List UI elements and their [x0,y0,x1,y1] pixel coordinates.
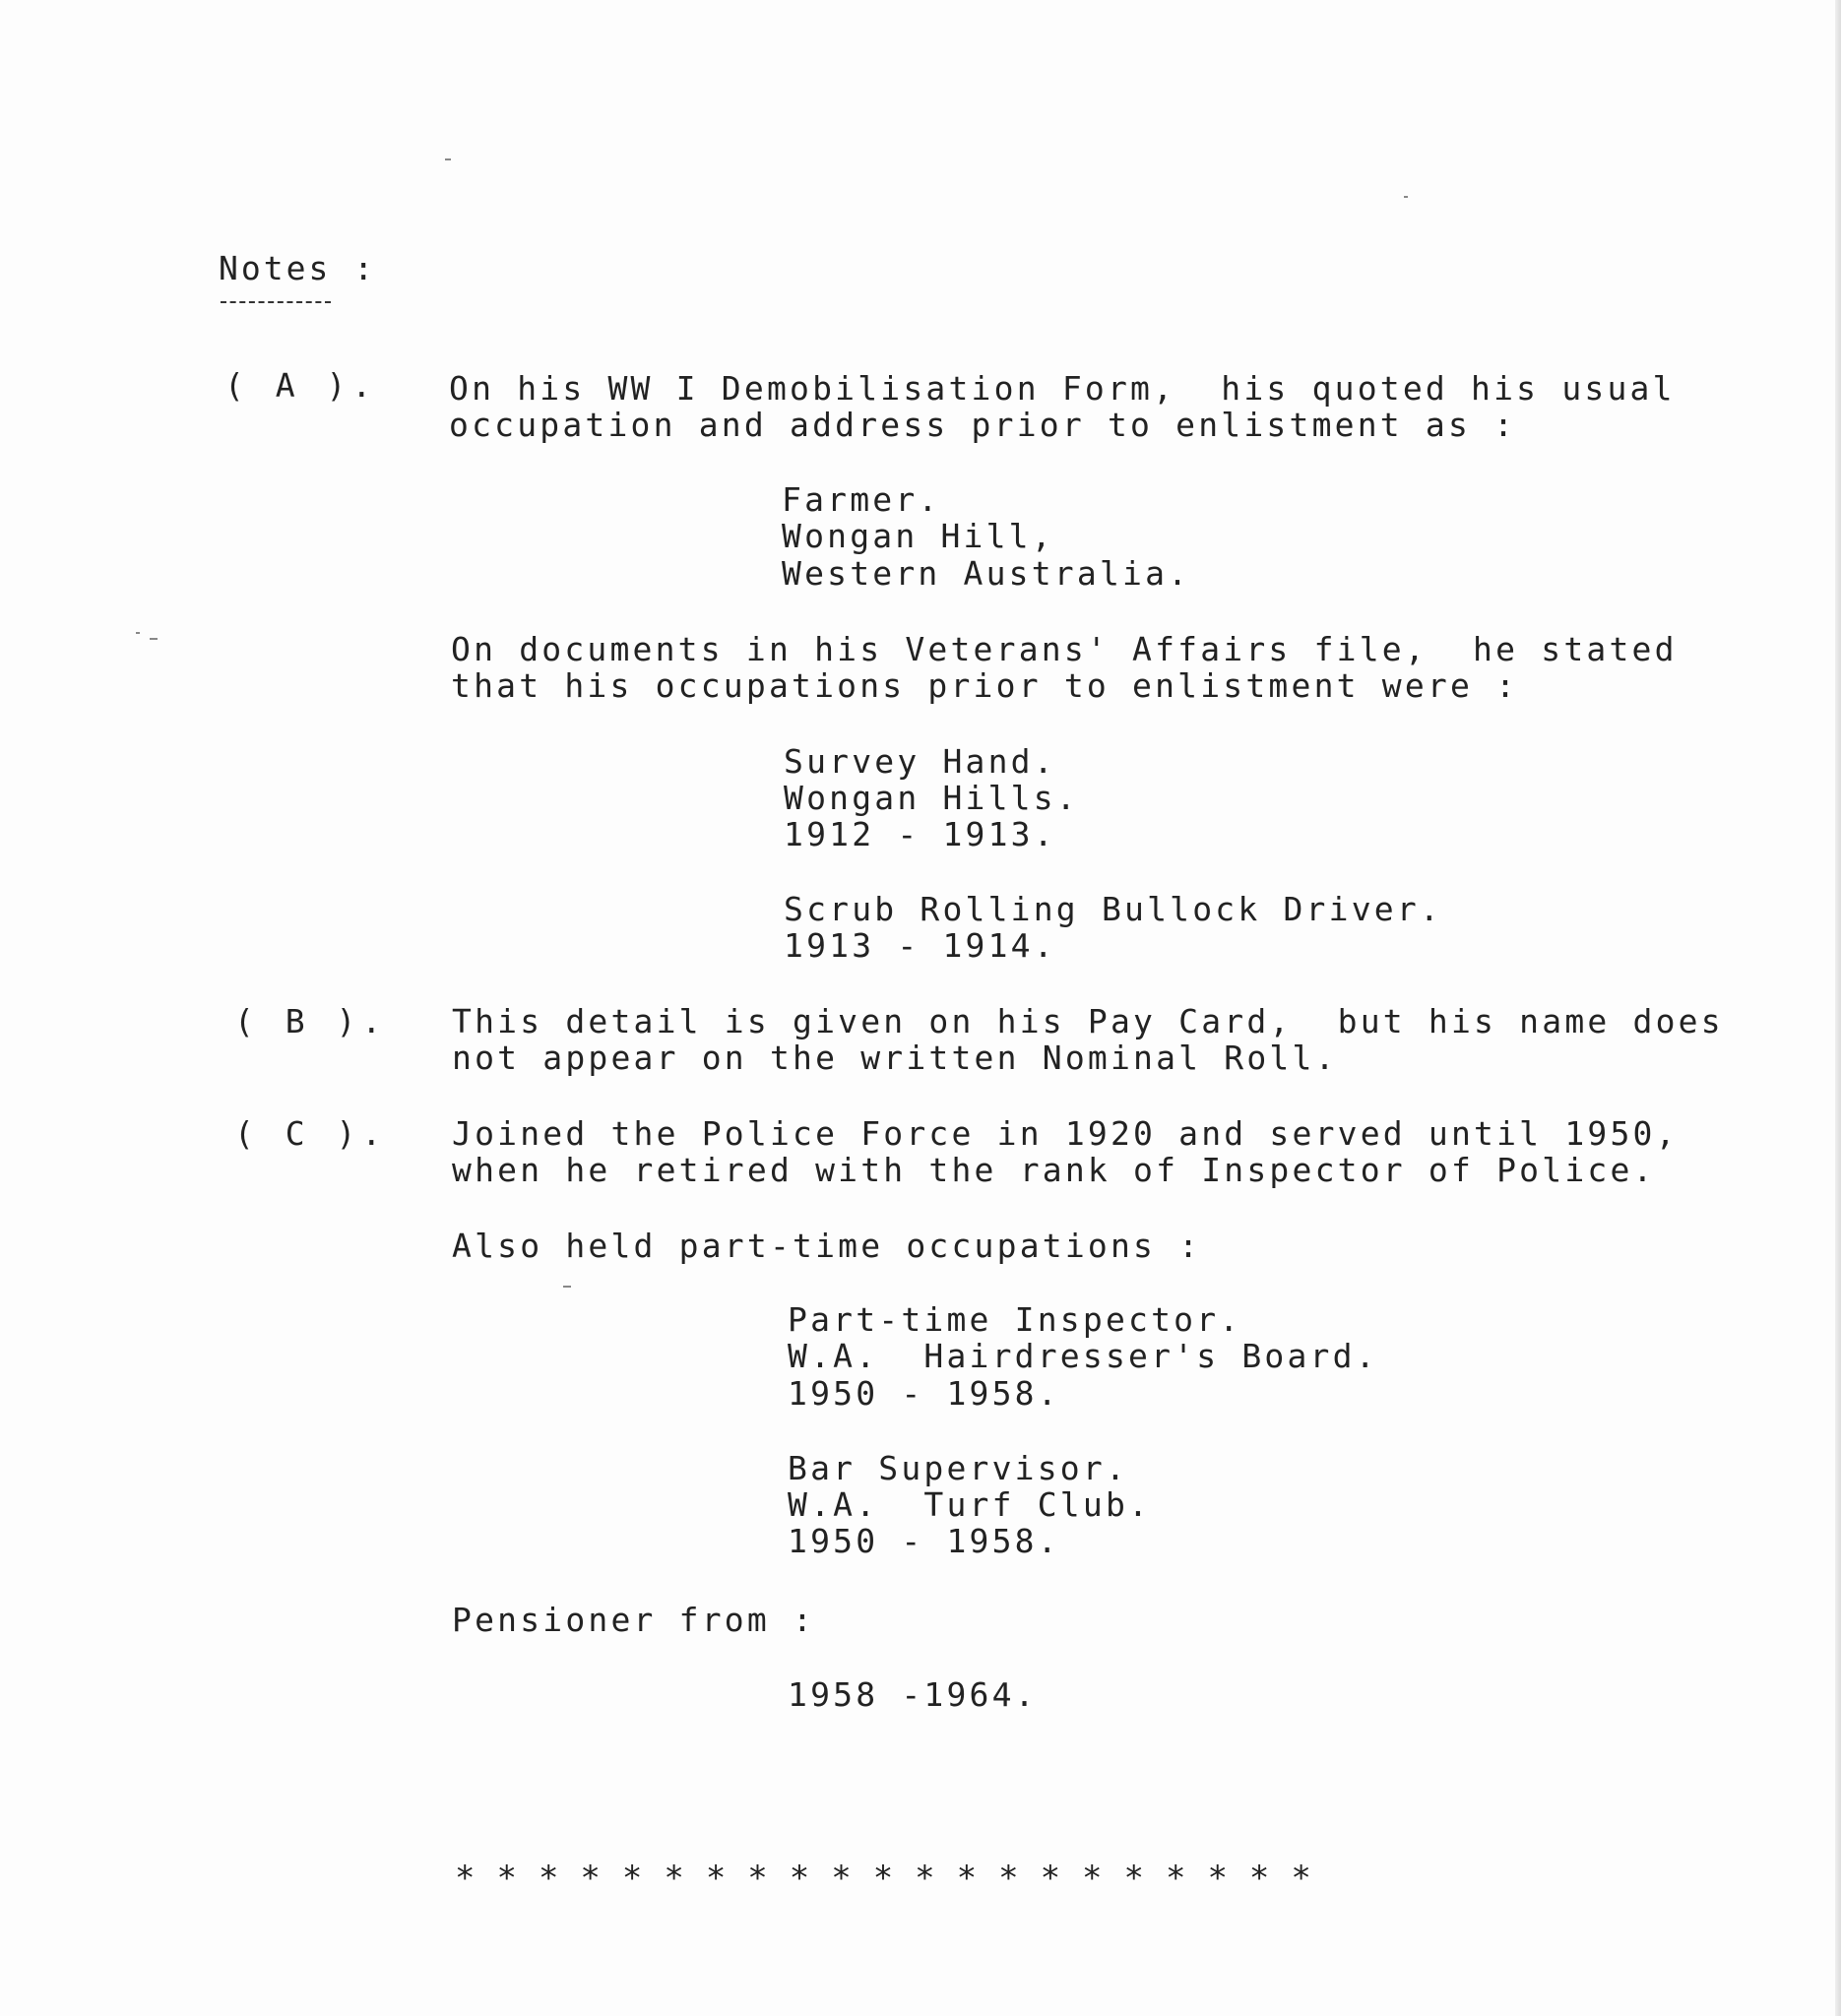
parttime-line: W.A. Hairdresser's Board. [788,1337,1378,1375]
occupation-line: Scrub Rolling Bullock Driver. [784,890,1442,928]
note-b-line1: This detail is given on his Pay Card, but his name does [452,1002,1724,1040]
occupation-line: Survey Hand. [784,742,1056,781]
address-line: Western Australia. [782,554,1191,593]
note-a-para1-line2: occupation and address prior to enlistment as : [449,406,1517,444]
scan-speck [1404,196,1408,198]
parttime-intro: Also held part-time occupations : [452,1227,1202,1265]
note-b-line2: not appear on the written Nominal Roll. [452,1039,1338,1077]
occupation-line: 1912 - 1913. [784,815,1056,853]
pensioner-intro: Pensioner from : [452,1601,816,1639]
note-c-line1: Joined the Police Force in 1920 and served until 1950, [452,1114,1679,1153]
scan-speck [445,158,451,160]
parttime-line: Bar Supervisor. [788,1449,1129,1487]
footer-stars-divider: ********************* [455,1858,1333,1898]
scan-speck [563,1286,571,1288]
notes-heading-underline [221,301,331,303]
address-line: Farmer. [782,480,941,519]
scan-speck [136,632,140,634]
note-b-marker: ( B ). [234,1002,388,1040]
note-a-marker: ( A ). [224,366,378,405]
occupation-line: Wongan Hills. [784,779,1079,817]
page-edge-shadow [1835,0,1841,2016]
parttime-line: W.A. Turf Club. [788,1485,1152,1524]
note-c-line2: when he retired with the rank of Inspector of Police. [452,1151,1656,1189]
pensioner-years: 1958 -1964. [788,1675,1038,1714]
parttime-line: 1950 - 1958. [788,1374,1060,1413]
note-a-para2-line2: that his occupations prior to enlistment were : [451,666,1519,705]
note-c-marker: ( C ). [234,1114,388,1153]
notes-heading: Notes : [219,249,377,287]
parttime-line: Part-time Inspector. [788,1300,1242,1339]
parttime-line: 1950 - 1958. [788,1522,1060,1560]
note-a-para1-line1: On his WW I Demobilisation Form, his quoted his usual [449,369,1676,408]
address-line: Wongan Hill, [782,517,1054,555]
note-a-para2-line1: On documents in his Veterans' Affairs file, he stated [451,630,1678,668]
occupation-line: 1913 - 1914. [784,926,1056,965]
scan-speck [150,638,158,640]
